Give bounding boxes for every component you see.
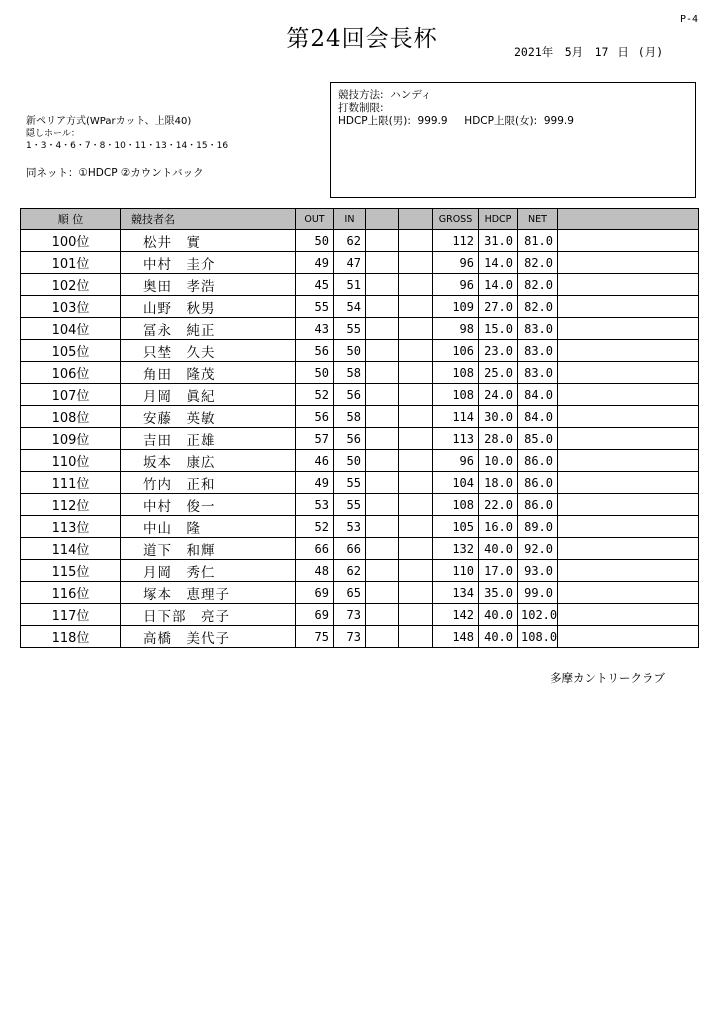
player-name-cell: 坂本 康広 bbox=[121, 450, 296, 472]
header-rank: 順 位 bbox=[21, 209, 121, 230]
table-row bbox=[21, 560, 699, 582]
table-row bbox=[21, 516, 699, 538]
in-score-cell: 50 bbox=[334, 340, 366, 362]
in-score-cell: 47 bbox=[334, 252, 366, 274]
hdcp-cell: 40.0 bbox=[479, 604, 518, 626]
table-row bbox=[21, 406, 699, 428]
blank-cell bbox=[366, 626, 399, 648]
out-score-cell: 56 bbox=[296, 406, 334, 428]
in-score-cell: 73 bbox=[334, 604, 366, 626]
in-score-cell: 73 bbox=[334, 626, 366, 648]
blank-cell bbox=[366, 472, 399, 494]
blank-cell bbox=[366, 494, 399, 516]
blank-cell bbox=[366, 406, 399, 428]
net-score-cell: 82.0 bbox=[518, 252, 558, 274]
blank-cell bbox=[399, 626, 433, 648]
table-row bbox=[21, 538, 699, 560]
hdcp-cell: 28.0 bbox=[479, 428, 518, 450]
rank-cell: 109位 bbox=[21, 428, 121, 450]
player-name-cell: 只埜 久夫 bbox=[121, 340, 296, 362]
blank-cell bbox=[558, 450, 699, 472]
player-name-cell: 日下部 亮子 bbox=[121, 604, 296, 626]
in-score-cell: 58 bbox=[334, 362, 366, 384]
out-score-cell: 69 bbox=[296, 604, 334, 626]
competition-method: 競技方法: ハンディ bbox=[338, 89, 432, 101]
net-score-cell: 83.0 bbox=[518, 340, 558, 362]
gross-score-cell: 142 bbox=[433, 604, 479, 626]
club-name: 多摩カントリークラブ bbox=[550, 671, 665, 685]
in-score-cell: 65 bbox=[334, 582, 366, 604]
hidden-holes-list: 1・3・4・6・7・8・10・11・13・14・15・16 bbox=[26, 141, 229, 151]
blank-cell bbox=[366, 362, 399, 384]
rank-cell: 112位 bbox=[21, 494, 121, 516]
player-name-cell: 安藤 英敏 bbox=[121, 406, 296, 428]
blank-cell bbox=[558, 340, 699, 362]
table-row bbox=[21, 362, 699, 384]
net-score-cell: 82.0 bbox=[518, 274, 558, 296]
blank-cell bbox=[558, 560, 699, 582]
rank-cell: 102位 bbox=[21, 274, 121, 296]
hdcp-cell: 30.0 bbox=[479, 406, 518, 428]
blank-cell bbox=[366, 296, 399, 318]
player-name-cell: 月岡 秀仁 bbox=[121, 560, 296, 582]
blank-cell bbox=[399, 516, 433, 538]
net-score-cell: 93.0 bbox=[518, 560, 558, 582]
player-name-cell: 冨永 純正 bbox=[121, 318, 296, 340]
rank-cell: 106位 bbox=[21, 362, 121, 384]
header-gross: GROSS bbox=[433, 209, 479, 230]
rank-cell: 103位 bbox=[21, 296, 121, 318]
rank-cell: 118位 bbox=[21, 626, 121, 648]
gross-score-cell: 105 bbox=[433, 516, 479, 538]
out-score-cell: 45 bbox=[296, 274, 334, 296]
in-score-cell: 55 bbox=[334, 494, 366, 516]
blank-cell bbox=[558, 274, 699, 296]
blank-cell bbox=[558, 494, 699, 516]
player-name-cell: 高橋 美代子 bbox=[121, 626, 296, 648]
blank-cell bbox=[399, 428, 433, 450]
player-name-cell: 道下 和輝 bbox=[121, 538, 296, 560]
header-in: IN bbox=[334, 209, 366, 230]
net-score-cell: 108.0 bbox=[518, 626, 558, 648]
gross-score-cell: 106 bbox=[433, 340, 479, 362]
net-score-cell: 83.0 bbox=[518, 318, 558, 340]
blank-cell bbox=[399, 362, 433, 384]
net-score-cell: 102.0 bbox=[518, 604, 558, 626]
out-score-cell: 56 bbox=[296, 340, 334, 362]
out-score-cell: 50 bbox=[296, 230, 334, 252]
net-score-cell: 86.0 bbox=[518, 472, 558, 494]
in-score-cell: 54 bbox=[334, 296, 366, 318]
blank-cell bbox=[558, 362, 699, 384]
blank-cell bbox=[399, 582, 433, 604]
blank-cell bbox=[366, 384, 399, 406]
hdcp-cell: 27.0 bbox=[479, 296, 518, 318]
out-score-cell: 52 bbox=[296, 384, 334, 406]
gross-score-cell: 134 bbox=[433, 582, 479, 604]
results-body bbox=[21, 230, 699, 648]
blank-cell bbox=[366, 274, 399, 296]
page-title: 第24回会長杯 bbox=[286, 26, 438, 52]
in-score-cell: 53 bbox=[334, 516, 366, 538]
player-name-cell: 中村 俊一 bbox=[121, 494, 296, 516]
blank-cell bbox=[399, 450, 433, 472]
net-score-cell: 86.0 bbox=[518, 494, 558, 516]
gross-score-cell: 113 bbox=[433, 428, 479, 450]
hdcp-limits: HDCP上限(男): 999.9 HDCP上限(女): 999.9 bbox=[338, 115, 574, 127]
hdcp-cell: 31.0 bbox=[479, 230, 518, 252]
gross-score-cell: 96 bbox=[433, 450, 479, 472]
blank-cell bbox=[399, 340, 433, 362]
blank-cell bbox=[399, 318, 433, 340]
blank-cell bbox=[399, 406, 433, 428]
blank-cell bbox=[399, 274, 433, 296]
hdcp-cell: 40.0 bbox=[479, 538, 518, 560]
blank-cell bbox=[399, 472, 433, 494]
blank-cell bbox=[366, 450, 399, 472]
blank-cell bbox=[558, 582, 699, 604]
rank-cell: 105位 bbox=[21, 340, 121, 362]
rank-cell: 111位 bbox=[21, 472, 121, 494]
player-name-cell: 中山 隆 bbox=[121, 516, 296, 538]
rank-cell: 113位 bbox=[21, 516, 121, 538]
rank-cell: 114位 bbox=[21, 538, 121, 560]
table-row bbox=[21, 604, 699, 626]
hdcp-cell: 35.0 bbox=[479, 582, 518, 604]
in-score-cell: 62 bbox=[334, 230, 366, 252]
hdcp-cell: 15.0 bbox=[479, 318, 518, 340]
header-out: OUT bbox=[296, 209, 334, 230]
rank-cell: 104位 bbox=[21, 318, 121, 340]
player-name-cell: 竹内 正和 bbox=[121, 472, 296, 494]
page-number: P-4 bbox=[680, 14, 699, 25]
out-score-cell: 48 bbox=[296, 560, 334, 582]
blank-cell bbox=[558, 252, 699, 274]
gross-score-cell: 108 bbox=[433, 384, 479, 406]
in-score-cell: 51 bbox=[334, 274, 366, 296]
header-blank-2 bbox=[399, 209, 433, 230]
blank-cell bbox=[558, 230, 699, 252]
blank-cell bbox=[366, 582, 399, 604]
header-name: 競技者名 bbox=[121, 209, 296, 230]
rank-cell: 100位 bbox=[21, 230, 121, 252]
results-table bbox=[20, 208, 699, 648]
hdcp-cell: 23.0 bbox=[479, 340, 518, 362]
hdcp-cell: 22.0 bbox=[479, 494, 518, 516]
gross-score-cell: 148 bbox=[433, 626, 479, 648]
rank-cell: 116位 bbox=[21, 582, 121, 604]
blank-cell bbox=[558, 406, 699, 428]
in-score-cell: 66 bbox=[334, 538, 366, 560]
blank-cell bbox=[366, 318, 399, 340]
out-score-cell: 75 bbox=[296, 626, 334, 648]
table-row bbox=[21, 472, 699, 494]
hdcp-cell: 14.0 bbox=[479, 274, 518, 296]
table-row bbox=[21, 450, 699, 472]
blank-cell bbox=[558, 318, 699, 340]
event-date: 2021年 5月 17 日 (月) bbox=[514, 45, 664, 59]
out-score-cell: 50 bbox=[296, 362, 334, 384]
stroke-limit: 打数制限: bbox=[338, 102, 384, 114]
hdcp-cell: 25.0 bbox=[479, 362, 518, 384]
in-score-cell: 62 bbox=[334, 560, 366, 582]
rank-cell: 101位 bbox=[21, 252, 121, 274]
blank-cell bbox=[399, 252, 433, 274]
out-score-cell: 55 bbox=[296, 296, 334, 318]
blank-cell bbox=[558, 472, 699, 494]
blank-cell bbox=[399, 604, 433, 626]
blank-cell bbox=[366, 252, 399, 274]
gross-score-cell: 112 bbox=[433, 230, 479, 252]
blank-cell bbox=[366, 340, 399, 362]
blank-cell bbox=[558, 296, 699, 318]
table-row bbox=[21, 582, 699, 604]
tie-break-rule: 同ネット：①HDCP ②カウントバック bbox=[26, 167, 204, 179]
rank-cell: 110位 bbox=[21, 450, 121, 472]
blank-cell bbox=[366, 604, 399, 626]
rank-cell: 117位 bbox=[21, 604, 121, 626]
hidden-holes-label: 隠しホール： bbox=[26, 129, 80, 139]
table-row bbox=[21, 318, 699, 340]
hdcp-cell: 10.0 bbox=[479, 450, 518, 472]
rules-box bbox=[330, 82, 696, 198]
out-score-cell: 53 bbox=[296, 494, 334, 516]
rank-cell: 107位 bbox=[21, 384, 121, 406]
player-name-cell: 月岡 眞紀 bbox=[121, 384, 296, 406]
in-score-cell: 55 bbox=[334, 318, 366, 340]
gross-score-cell: 114 bbox=[433, 406, 479, 428]
blank-cell bbox=[399, 384, 433, 406]
net-score-cell: 85.0 bbox=[518, 428, 558, 450]
table-row bbox=[21, 340, 699, 362]
blank-cell bbox=[399, 230, 433, 252]
header-blank-3 bbox=[558, 209, 699, 230]
gross-score-cell: 110 bbox=[433, 560, 479, 582]
gross-score-cell: 96 bbox=[433, 252, 479, 274]
header-hdcp: HDCP bbox=[479, 209, 518, 230]
header-net: NET bbox=[518, 209, 558, 230]
blank-cell bbox=[558, 538, 699, 560]
net-score-cell: 92.0 bbox=[518, 538, 558, 560]
table-row bbox=[21, 626, 699, 648]
player-name-cell: 中村 圭介 bbox=[121, 252, 296, 274]
hdcp-cell: 18.0 bbox=[479, 472, 518, 494]
out-score-cell: 57 bbox=[296, 428, 334, 450]
scoring-info bbox=[26, 116, 228, 152]
blank-cell bbox=[366, 516, 399, 538]
gross-score-cell: 98 bbox=[433, 318, 479, 340]
net-score-cell: 84.0 bbox=[518, 384, 558, 406]
table-row bbox=[21, 428, 699, 450]
blank-cell bbox=[366, 560, 399, 582]
out-score-cell: 49 bbox=[296, 252, 334, 274]
rank-cell: 115位 bbox=[21, 560, 121, 582]
net-score-cell: 89.0 bbox=[518, 516, 558, 538]
blank-cell bbox=[399, 296, 433, 318]
net-score-cell: 83.0 bbox=[518, 362, 558, 384]
in-score-cell: 56 bbox=[334, 428, 366, 450]
in-score-cell: 50 bbox=[334, 450, 366, 472]
scoring-method: 新ペリア方式(WParカット、上限40) bbox=[26, 116, 192, 127]
gross-score-cell: 104 bbox=[433, 472, 479, 494]
out-score-cell: 69 bbox=[296, 582, 334, 604]
player-name-cell: 角田 隆茂 bbox=[121, 362, 296, 384]
gross-score-cell: 108 bbox=[433, 494, 479, 516]
hdcp-cell: 17.0 bbox=[479, 560, 518, 582]
header-blank-1 bbox=[366, 209, 399, 230]
hdcp-cell: 16.0 bbox=[479, 516, 518, 538]
table-header-row bbox=[21, 209, 699, 230]
blank-cell bbox=[558, 516, 699, 538]
blank-cell bbox=[558, 604, 699, 626]
net-score-cell: 99.0 bbox=[518, 582, 558, 604]
gross-score-cell: 132 bbox=[433, 538, 479, 560]
player-name-cell: 塚本 恵理子 bbox=[121, 582, 296, 604]
player-name-cell: 奥田 孝浩 bbox=[121, 274, 296, 296]
out-score-cell: 46 bbox=[296, 450, 334, 472]
blank-cell bbox=[558, 428, 699, 450]
blank-cell bbox=[399, 560, 433, 582]
table-row bbox=[21, 384, 699, 406]
player-name-cell: 山野 秋男 bbox=[121, 296, 296, 318]
net-score-cell: 82.0 bbox=[518, 296, 558, 318]
out-score-cell: 43 bbox=[296, 318, 334, 340]
hdcp-cell: 14.0 bbox=[479, 252, 518, 274]
blank-cell bbox=[399, 494, 433, 516]
in-score-cell: 55 bbox=[334, 472, 366, 494]
table-row bbox=[21, 274, 699, 296]
gross-score-cell: 108 bbox=[433, 362, 479, 384]
net-score-cell: 84.0 bbox=[518, 406, 558, 428]
hdcp-cell: 24.0 bbox=[479, 384, 518, 406]
out-score-cell: 49 bbox=[296, 472, 334, 494]
blank-cell bbox=[558, 384, 699, 406]
out-score-cell: 66 bbox=[296, 538, 334, 560]
in-score-cell: 56 bbox=[334, 384, 366, 406]
in-score-cell: 58 bbox=[334, 406, 366, 428]
table-row bbox=[21, 296, 699, 318]
blank-cell bbox=[366, 428, 399, 450]
net-score-cell: 81.0 bbox=[518, 230, 558, 252]
table-row bbox=[21, 230, 699, 252]
player-name-cell: 吉田 正雄 bbox=[121, 428, 296, 450]
player-name-cell: 松井 實 bbox=[121, 230, 296, 252]
blank-cell bbox=[399, 538, 433, 560]
net-score-cell: 86.0 bbox=[518, 450, 558, 472]
out-score-cell: 52 bbox=[296, 516, 334, 538]
table-row bbox=[21, 252, 699, 274]
gross-score-cell: 109 bbox=[433, 296, 479, 318]
blank-cell bbox=[366, 538, 399, 560]
table-row bbox=[21, 494, 699, 516]
blank-cell bbox=[366, 230, 399, 252]
gross-score-cell: 96 bbox=[433, 274, 479, 296]
hdcp-cell: 40.0 bbox=[479, 626, 518, 648]
rank-cell: 108位 bbox=[21, 406, 121, 428]
blank-cell bbox=[558, 626, 699, 648]
